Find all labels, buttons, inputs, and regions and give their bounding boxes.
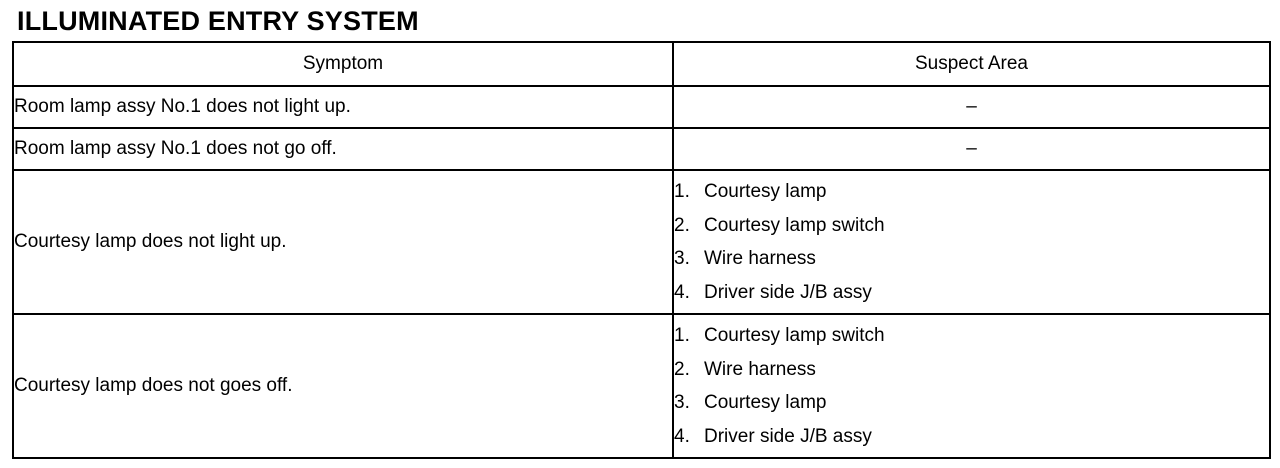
list-item [674,209,1269,243]
list-item [674,386,1269,420]
list-item-number: 4. [674,425,690,447]
list-item-number: 1. [674,181,690,202]
table-row [13,314,1270,458]
list-item-text: Driver side J/B assy [704,281,872,303]
list-item-number: 2. [674,358,690,380]
suspect-area-cell [673,170,1270,314]
list-item-text: Wire harness [704,358,816,380]
list-item [674,319,1269,353]
list-item-text: Courtesy lamp [704,392,827,413]
list-item-text: Driver side J/B assy [704,425,872,447]
list-item-text: Courtesy lamp [704,181,827,202]
symptom-cell: Room lamp assy No.1 does not light up. [13,86,673,128]
list-item [674,420,1269,454]
suspect-area-cell [673,314,1270,458]
suspect-area-cell: – [673,86,1270,128]
list-item-number: 2. [674,214,690,236]
list-item-text: Wire harness [704,248,816,269]
symptom-cell: Courtesy lamp does not goes off. [13,314,673,458]
suspect-area-cell: – [673,128,1270,170]
list-item [674,242,1269,276]
table-row [13,170,1270,314]
list-item-number: 3. [674,392,690,413]
suspect-area-list [674,319,1269,453]
list-item [674,353,1269,387]
list-item-number: 1. [674,325,690,346]
symptom-table [12,41,1271,459]
page-title: ILLUMINATED ENTRY SYSTEM [17,6,419,36]
list-item-number: 3. [674,248,690,269]
list-item [674,276,1269,310]
symptom-cell: Room lamp assy No.1 does not go off. [13,128,673,170]
table-row [13,86,1270,128]
list-item [674,175,1269,209]
table-row [13,128,1270,170]
list-item-text: Courtesy lamp switch [704,325,885,346]
column-header-suspect-area: Suspect Area [673,42,1270,86]
list-item-number: 4. [674,281,690,303]
list-item-text: Courtesy lamp switch [704,214,885,236]
table-header-row [13,42,1270,86]
column-header-symptom: Symptom [13,42,673,86]
symptom-cell: Courtesy lamp does not light up. [13,170,673,314]
suspect-area-list [674,175,1269,309]
